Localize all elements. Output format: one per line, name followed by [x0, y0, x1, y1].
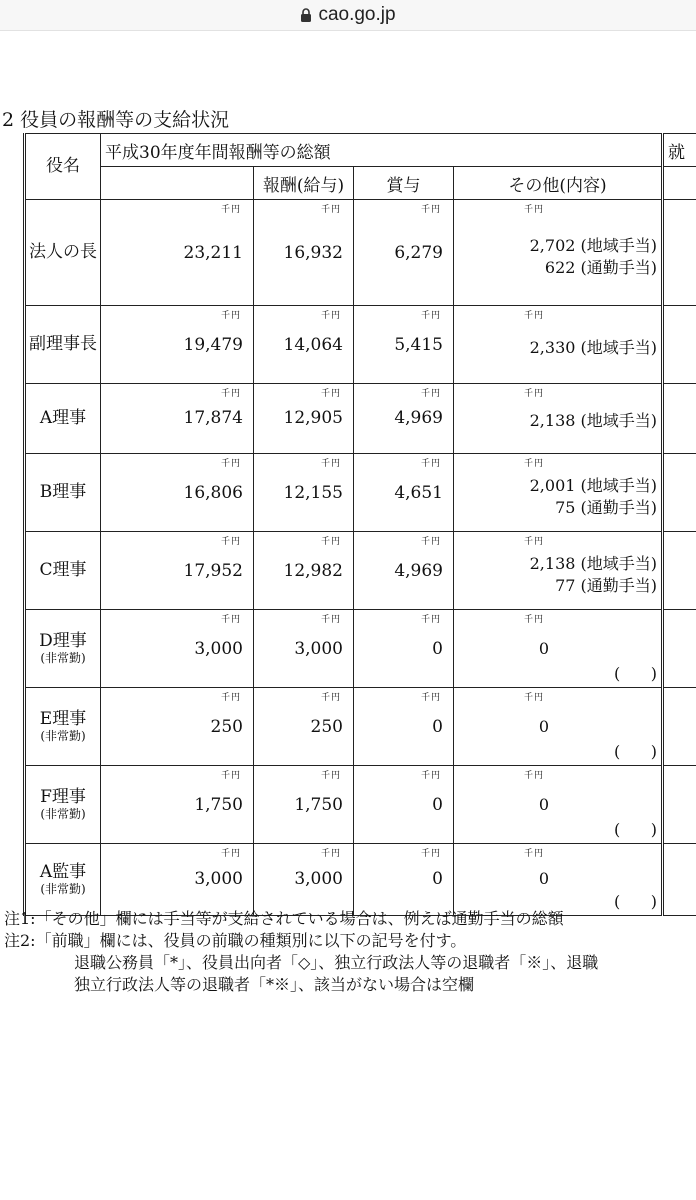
next-column-cell: [663, 306, 696, 384]
lock-icon: [300, 8, 312, 22]
bonus-value: 0: [432, 717, 443, 737]
other-cell: [454, 688, 663, 766]
table-row: [25, 766, 696, 844]
other-cell: [454, 766, 663, 844]
salary-cell: [254, 532, 354, 610]
salary-value: 3,000: [294, 639, 343, 659]
total-value: 3,000: [194, 639, 243, 659]
header-group-total: 平成30年度年間報酬等の総額: [101, 134, 663, 167]
role-name: C理事: [39, 560, 87, 581]
unit-label: 千円: [220, 693, 241, 703]
header-role: 役名: [25, 134, 101, 200]
bonus-cell: [354, 766, 454, 844]
other-parenthesis: ( ): [614, 742, 658, 761]
other-line-1: 2,138 (地域手当): [529, 554, 658, 573]
bonus-value: 4,651: [394, 483, 443, 503]
other-line-1: 2,330 (地域手当): [529, 338, 658, 357]
unit-label: 千円: [220, 849, 241, 859]
role-name: B理事: [39, 482, 87, 503]
salary-value: 12,982: [283, 561, 343, 581]
role-cell: [25, 766, 101, 844]
salary-value: 12,155: [283, 483, 343, 503]
header-other: その他(内容): [454, 167, 663, 200]
unit-label: 千円: [524, 693, 545, 703]
table-row: [25, 454, 696, 532]
header-next-column: 就: [663, 134, 696, 167]
unit-label: 千円: [320, 849, 341, 859]
salary-cell: [254, 844, 354, 916]
role-cell: [25, 688, 101, 766]
role-name: E理事: [39, 708, 87, 729]
total-value: 17,952: [183, 561, 243, 581]
total-cell: [101, 384, 254, 454]
other-parenthesis: ( ): [614, 820, 658, 839]
bonus-cell: [354, 610, 454, 688]
bonus-cell: [354, 844, 454, 916]
unit-label: 千円: [420, 205, 441, 215]
other-cell: [454, 200, 663, 306]
unit-label: 千円: [524, 459, 545, 469]
next-column-cell: [663, 610, 696, 688]
unit-label: 千円: [420, 537, 441, 547]
unit-label: 千円: [420, 771, 441, 781]
note-1: 注1:「その他」欄には手当等が支給されている場合は、例えば通勤手当の総額: [4, 909, 564, 928]
other-value: 0: [538, 639, 550, 658]
other-value: 0: [538, 869, 550, 888]
bonus-value: 4,969: [394, 408, 443, 428]
unit-label: 千円: [320, 311, 341, 321]
table-row: [25, 200, 696, 306]
other-line-1: 2,001 (地域手当): [529, 476, 658, 495]
total-cell: [101, 610, 254, 688]
salary-cell: [254, 454, 354, 532]
other-line-2: 77 (通勤手当): [555, 576, 658, 595]
bonus-value: 4,969: [394, 561, 443, 581]
other-line-1: 2,702 (地域手当): [529, 236, 658, 255]
salary-value: 16,932: [283, 243, 343, 263]
unit-label: 千円: [220, 205, 241, 215]
unit-label: 千円: [420, 459, 441, 469]
notes: [4, 908, 598, 996]
salary-value: 1,750: [294, 795, 343, 815]
total-value: 17,874: [183, 408, 243, 428]
unit-label: 千円: [220, 771, 241, 781]
role-name: F理事: [40, 786, 86, 807]
note-2-line-2: 退職公務員「*」、役員出向者「◇」、独立行政法人等の退職者「※」、退職: [74, 953, 599, 972]
unit-label: 千円: [220, 537, 241, 547]
unit-label: 千円: [524, 311, 545, 321]
unit-label: 千円: [320, 771, 341, 781]
unit-label: 千円: [220, 459, 241, 469]
salary-value: 250: [310, 717, 343, 737]
header-blank: [101, 167, 254, 200]
unit-label: 千円: [320, 205, 341, 215]
unit-label: 千円: [524, 771, 545, 781]
other-cell: [454, 454, 663, 532]
bonus-value: 5,415: [394, 335, 443, 355]
bonus-cell: [354, 384, 454, 454]
salary-cell: [254, 688, 354, 766]
unit-label: 千円: [220, 389, 241, 399]
unit-label: 千円: [420, 311, 441, 321]
next-column-cell: [663, 688, 696, 766]
unit-label: 千円: [320, 537, 341, 547]
table-row: [25, 688, 696, 766]
role-note: (非常勤): [40, 806, 86, 821]
unit-label: 千円: [420, 693, 441, 703]
salary-value: 14,064: [283, 335, 343, 355]
total-cell: [101, 454, 254, 532]
table-row: [25, 306, 696, 384]
other-value: 0: [538, 717, 550, 736]
role-name: A監事: [39, 861, 87, 882]
bonus-cell: [354, 454, 454, 532]
role-name: 副理事長: [29, 334, 97, 355]
role-note: (非常勤): [40, 881, 86, 896]
salary-value: 12,905: [283, 408, 343, 428]
unit-label: 千円: [524, 537, 545, 547]
bonus-value: 0: [432, 639, 443, 659]
total-value: 19,479: [183, 335, 243, 355]
note-2: 注2:「前職」欄には、役員の前職の種類別に以下の記号を付す。: [4, 931, 467, 950]
total-value: 16,806: [183, 483, 243, 503]
next-column-cell: [663, 454, 696, 532]
role-note: (非常勤): [40, 650, 86, 665]
role-name: A理事: [39, 408, 87, 429]
bonus-cell: [354, 532, 454, 610]
role-name: D理事: [39, 630, 87, 651]
salary-cell: [254, 766, 354, 844]
bonus-value: 6,279: [394, 243, 443, 263]
salary-cell: [254, 384, 354, 454]
unit-label: 千円: [320, 615, 341, 625]
table-row: [25, 532, 696, 610]
browser-domain: cao.go.jp: [318, 4, 396, 25]
total-cell: [101, 200, 254, 306]
total-cell: [101, 766, 254, 844]
total-value: 23,211: [183, 243, 243, 263]
bonus-cell: [354, 688, 454, 766]
unit-label: 千円: [220, 615, 241, 625]
role-cell: [25, 532, 101, 610]
other-parenthesis: ( ): [614, 892, 658, 911]
other-cell: [454, 844, 663, 916]
unit-label: 千円: [220, 311, 241, 321]
section-title: 2 役員の報酬等の支給状況: [2, 109, 230, 131]
unit-label: 千円: [420, 849, 441, 859]
total-cell: [101, 306, 254, 384]
bonus-value: 0: [432, 869, 443, 889]
other-parenthesis: ( ): [614, 664, 658, 683]
role-cell: [25, 454, 101, 532]
other-line-2: 75 (通勤手当): [555, 498, 658, 517]
table-row: [25, 610, 696, 688]
salary-cell: [254, 610, 354, 688]
other-cell: [454, 532, 663, 610]
unit-label: 千円: [524, 205, 545, 215]
role-note: (非常勤): [40, 728, 86, 743]
total-value: 3,000: [194, 869, 243, 889]
note-2-line-3: 独立行政法人等の退職者「*※」、該当がない場合は空欄: [74, 975, 475, 994]
next-column-cell: [663, 200, 696, 306]
role-cell: [25, 610, 101, 688]
other-line-2: 622 (通勤手当): [544, 258, 658, 277]
unit-label: 千円: [524, 389, 545, 399]
unit-label: 千円: [320, 459, 341, 469]
unit-label: 千円: [420, 615, 441, 625]
other-cell: [454, 384, 663, 454]
total-value: 1,750: [194, 795, 243, 815]
table-row: [25, 384, 696, 454]
header-next-blank: [663, 167, 696, 200]
next-column-cell: [663, 532, 696, 610]
unit-label: 千円: [524, 849, 545, 859]
unit-label: 千円: [420, 389, 441, 399]
other-value: 0: [538, 795, 550, 814]
compensation-table: [23, 133, 696, 916]
salary-cell: [254, 200, 354, 306]
header-salary: 報酬(給与): [254, 167, 354, 200]
next-column-cell: [663, 844, 696, 916]
header-bonus: 賞与: [354, 167, 454, 200]
role-cell: [25, 200, 101, 306]
next-column-cell: [663, 384, 696, 454]
other-cell: [454, 306, 663, 384]
bonus-value: 0: [432, 795, 443, 815]
other-line-1: 2,138 (地域手当): [529, 411, 658, 430]
role-cell: [25, 306, 101, 384]
next-column-cell: [663, 766, 696, 844]
total-cell: [101, 532, 254, 610]
total-cell: [101, 688, 254, 766]
role-cell: [25, 384, 101, 454]
browser-url-bar[interactable]: [0, 0, 696, 31]
role-name: 法人の長: [29, 242, 97, 263]
table-row: [25, 844, 696, 916]
unit-label: 千円: [320, 693, 341, 703]
other-cell: [454, 610, 663, 688]
total-value: 250: [210, 717, 243, 737]
total-cell: [101, 844, 254, 916]
bonus-cell: [354, 200, 454, 306]
salary-cell: [254, 306, 354, 384]
bonus-cell: [354, 306, 454, 384]
salary-value: 3,000: [294, 869, 343, 889]
unit-label: 千円: [320, 389, 341, 399]
unit-label: 千円: [524, 615, 545, 625]
role-cell: [25, 844, 101, 916]
